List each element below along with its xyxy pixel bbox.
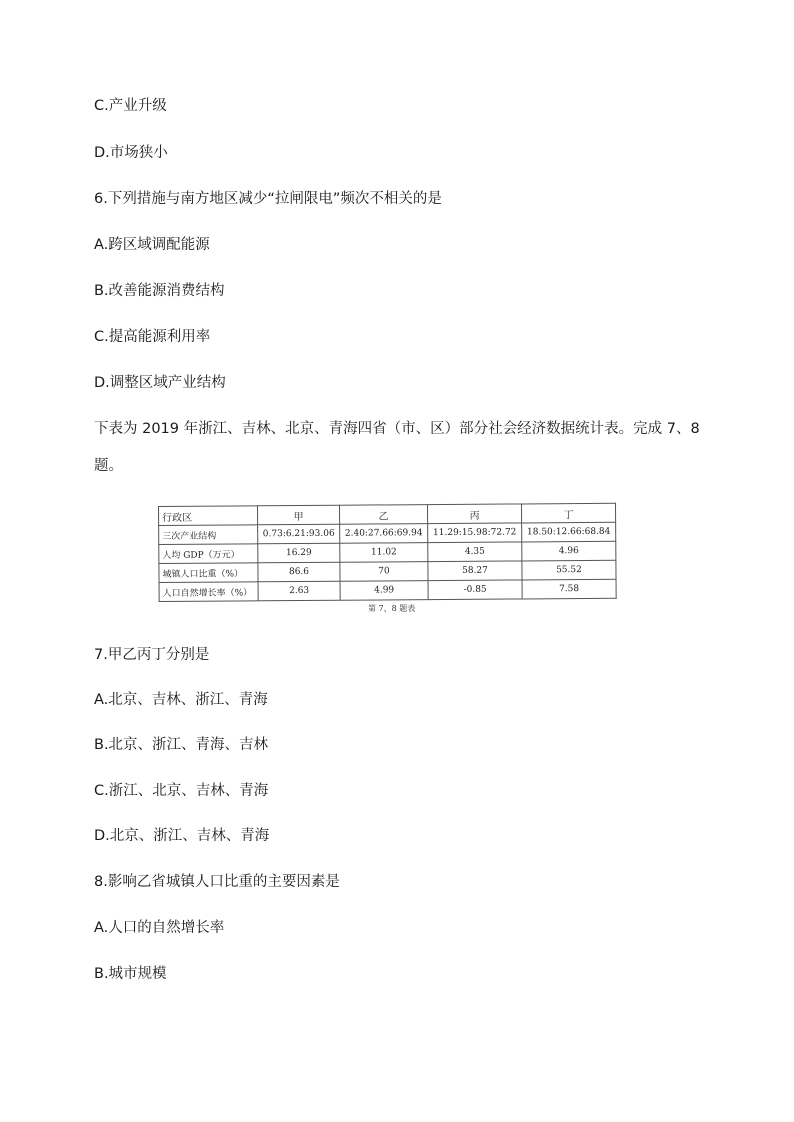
- table-cell: -0.85: [428, 580, 522, 600]
- stats-table: [158, 503, 617, 602]
- table-cell: 2.63: [258, 581, 340, 601]
- table-cell: 58.27: [428, 561, 522, 581]
- question-8: 8.影响乙省城镇人口比重的主要因素是: [94, 874, 340, 890]
- table-header-cell: 甲: [258, 505, 340, 525]
- question-7-option-c: C.浙江、北京、吉林、青海: [94, 783, 269, 799]
- table-cell: 4.35: [428, 542, 522, 562]
- table-cell: 11.02: [340, 543, 428, 563]
- table-cell: 7.58: [522, 579, 616, 599]
- table-cell: 11.29:15.98:72.72: [428, 523, 522, 543]
- table-cell: 4.99: [340, 581, 428, 601]
- table-row: [159, 579, 616, 601]
- question-7-option-a: A.北京、吉林、浙江、青海: [94, 692, 268, 708]
- table-row-label: 人口自然增长率（%）: [159, 582, 258, 602]
- table-cell: 0.73:6.21:93.06: [258, 524, 340, 544]
- question-8-option-b: B.城市规模: [94, 966, 167, 982]
- table-cell: 18.50:12.66:68.84: [522, 522, 616, 542]
- question-6: 6.下列措施与南方地区减少“拉闸限电”频次不相关的是: [94, 191, 442, 207]
- table-header-cell: 丙: [428, 504, 522, 524]
- table-intro-line-2: 题。: [94, 458, 123, 474]
- question-7-option-d: D.北京、浙江、吉林、青海: [94, 828, 270, 844]
- table-cell: 4.96: [522, 541, 616, 561]
- question-6-option-d: D.调整区域产业结构: [94, 375, 226, 391]
- table-row-label: 三次产业结构: [159, 525, 258, 545]
- table-cell: 70: [340, 562, 428, 582]
- table-header-cell: 丁: [521, 503, 615, 523]
- stats-table-image: [158, 500, 622, 622]
- question-6-option-a: A.跨区域调配能源: [94, 237, 210, 253]
- question-8-option-a: A.人口的自然增长率: [94, 920, 225, 936]
- question-6-option-c: C.提高能源利用率: [94, 329, 211, 345]
- table-cell: 16.29: [258, 543, 340, 563]
- table-row-label: 城镇人口比重（%）: [159, 563, 258, 583]
- option-d-text: D.市场狭小: [94, 145, 168, 161]
- table-header-cell: 行政区: [159, 506, 258, 526]
- table-cell: 86.6: [258, 562, 340, 582]
- question-7-option-b: B.北京、浙江、青海、吉林: [94, 737, 269, 753]
- question-6-option-b: B.改善能源消费结构: [94, 283, 225, 299]
- table-caption: 第 7、8 题表: [368, 604, 416, 613]
- table-intro-line-1: 下表为 2019 年浙江、吉林、北京、青海四省（市、区）部分社会经济数据统计表。完成 7、8: [94, 421, 700, 437]
- question-7: 7.甲乙丙丁分别是: [94, 647, 210, 663]
- option-c-text: C.产业升级: [94, 98, 167, 114]
- table-cell: 55.52: [522, 560, 616, 580]
- table-row-label: 人均 GDP（万元）: [159, 544, 258, 564]
- table-header-cell: 乙: [340, 505, 428, 525]
- table-cell: 2.40:27.66:69.94: [340, 524, 428, 544]
